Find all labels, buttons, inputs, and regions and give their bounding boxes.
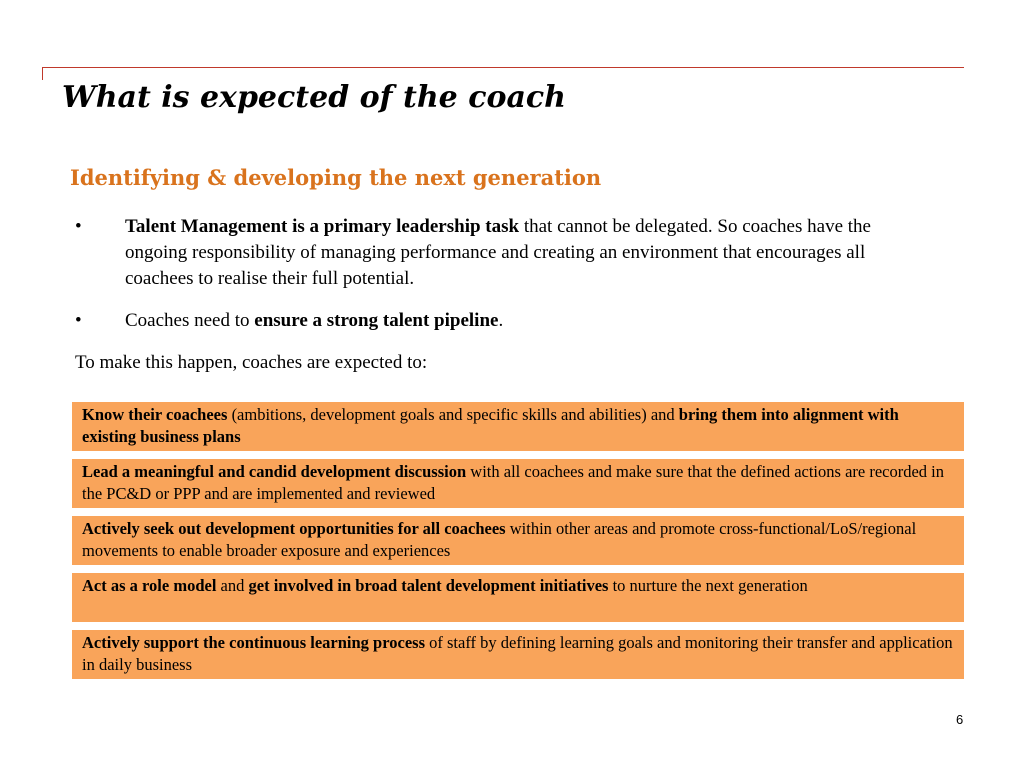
expectation-text: and [216,576,249,595]
page-number: 6 [956,712,964,727]
expectation-box [72,573,964,622]
expectation-text: to nurture the next generation [608,576,808,595]
expectation-bold: get involved in broad talent development initiatives [248,576,609,595]
rule-corner-tick [42,67,43,80]
expectation-bold: Actively support the continuous learning process [82,633,426,652]
bullet-item [75,308,935,334]
bullet-list [75,214,935,350]
slide-title: What is expected of the coach [62,80,566,115]
expectation-box [72,516,964,565]
bullet-text-bold: ensure a strong talent pipeline [254,310,499,331]
bullet-item [75,214,935,292]
lead-text: To make this happen, coaches are expected to: [75,352,428,373]
expectation-text: within other areas and promote cross-functional/LoS/regional movements to enable broader exposure and experiences [82,519,917,560]
bullet-text: . [498,310,504,331]
bullet-text: that cannot be delegated. So coaches have the ongoing responsibility of managing performance and creating an environment that encourages all coachees to realise their full potential. [125,216,871,289]
expectation-bold: Lead a meaningful and candid development discussion [82,462,467,481]
expectation-text: with all coachees and make sure that the defined actions are recorded in the PC&D or PPP and are implemented and reviewed [82,462,945,503]
expectation-bold: Actively seek out development opportunities for all coachees [82,519,506,538]
expectation-bold: bring them into alignment with existing business plans [82,405,899,446]
expectation-text: of staff by defining learning goals and monitoring their transfer and application in daily business [82,633,953,674]
bullet-marker: • [75,216,82,237]
slide-subtitle: Identifying & developing the next generation [70,165,602,190]
expectation-bold: Know their coachees [82,405,228,424]
expectation-bold: Act as a role model [82,576,217,595]
top-rule [42,67,964,68]
expectation-text: (ambitions, development goals and specific skills and abilities) and [227,405,679,424]
expectation-box [72,459,964,508]
bullet-text: Coaches need to [125,310,255,331]
bullet-marker: • [75,310,82,331]
bullet-text-bold: Talent Management is a primary leadership task [125,216,520,237]
expectation-box [72,630,964,679]
expectation-box [72,402,964,451]
expectation-list [72,402,964,687]
